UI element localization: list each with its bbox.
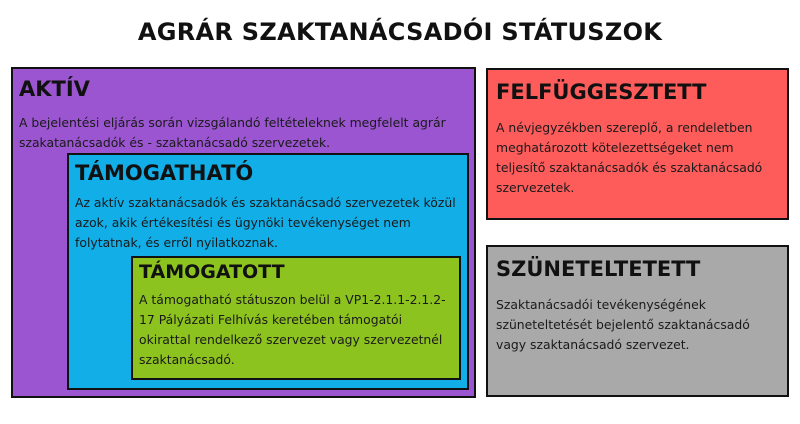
status-heading-aktiv: AKTÍV — [19, 77, 90, 101]
status-box-szuneteltetett — [486, 245, 789, 397]
status-description-felfuggesztett: A névjegyzékben szereplő, a rendeletben meghatározott kötelezettségeket nem teljesítő szaktanácsadók és szaktanácsadó szervezetek. — [496, 120, 763, 196]
status-description-szuneteltetett: Szaktanácsadói tevékenységének szüneteltetését bejelentő szaktanácsadó vagy szaktanácsadó szervezet. — [496, 297, 750, 353]
status-box-tamogatott — [131, 256, 461, 380]
status-description-tamogathato: Az aktív szaktanácsadók és szaktanácsadó szervezetek közül azok, akik értékesítési és ügynöki tevékenységet nem folytatnak, és erről nyilatkoznak. — [75, 195, 456, 251]
status-heading-tamogathato: TÁMOGATHATÓ — [75, 161, 254, 185]
status-description-tamogatott: A támogatható státuszon belül a VP1-2.1.1-2.1.2-17 Pályázati Felhívás keretében támogatói okirattal rendelkező szervezet vagy szervezetnél szaktanácsadó. — [139, 291, 446, 367]
status-heading-tamogatott: TÁMOGATOTT — [139, 261, 285, 283]
status-description-aktiv: A bejelentési eljárás során vizsgálandó feltételeknek megfelelt agrár szakatanácsadók és - szaktanácsadó szervezetek. — [19, 115, 446, 151]
status-box-felfuggesztett — [486, 68, 789, 220]
diagram-title: AGRÁR SZAKTANÁCSADÓI STÁTUSZOK — [137, 18, 663, 46]
status-heading-felfuggesztett: FELFÜGGESZTETT — [496, 80, 707, 104]
status-heading-szuneteltetett: SZÜNETELTETETT — [496, 257, 701, 281]
